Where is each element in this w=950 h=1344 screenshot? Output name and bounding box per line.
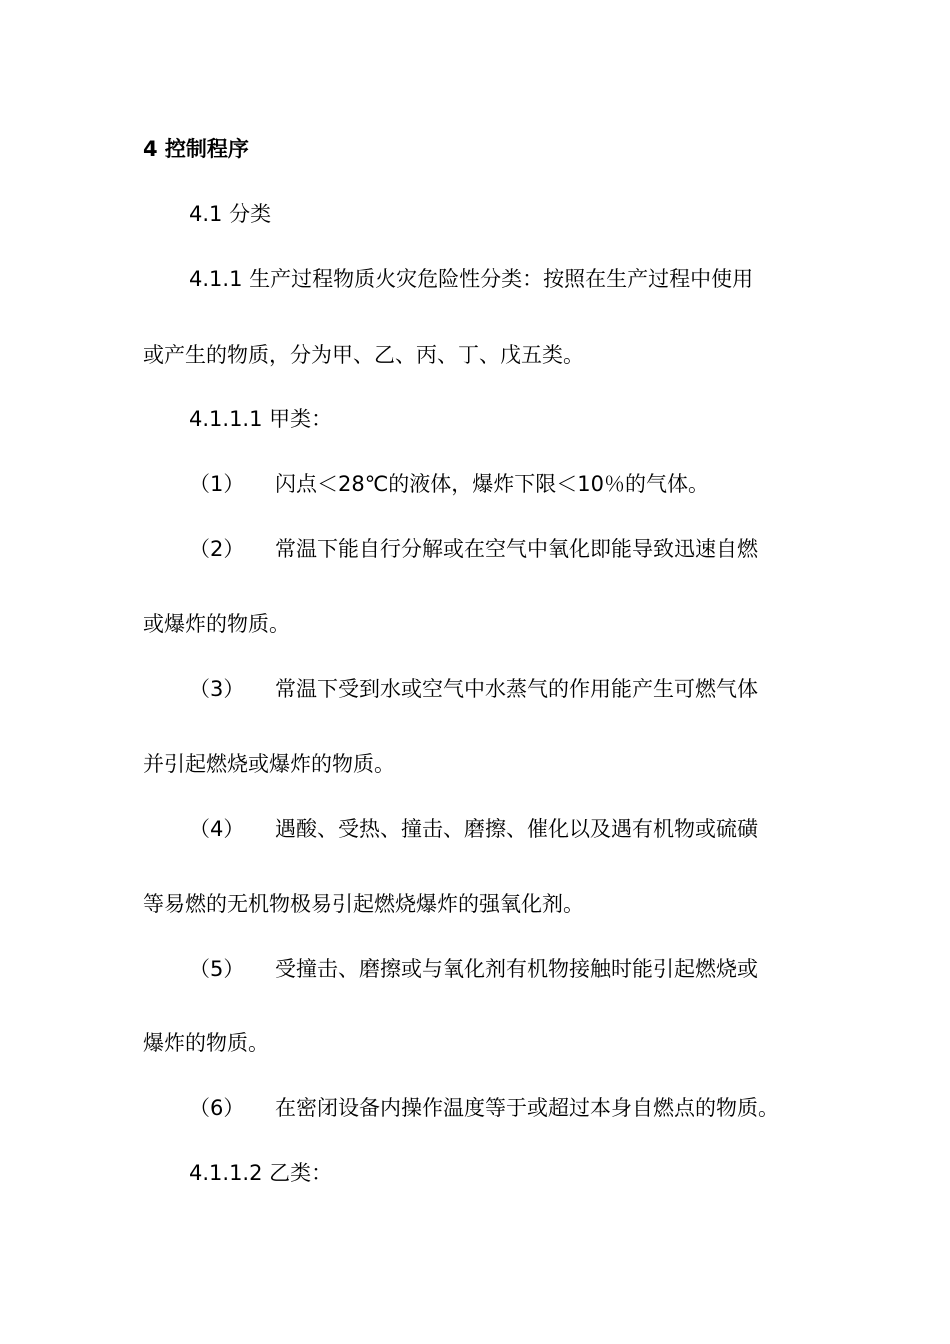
list-item-text: 常温下受到水或空气中水蒸气的作用能产生可燃气体 [275, 677, 758, 701]
list-item-number: （4） [189, 817, 245, 841]
paragraph-line: 4.1.1 生产过程物质火灾危险性分类：按照在生产过程中使用 [189, 267, 754, 291]
list-item-text: 遇酸、受热、撞击、磨擦、催化以及遇有机物或硫磺 [275, 817, 758, 841]
list-item-continuation: 并引起燃烧或爆炸的物质。 [143, 752, 395, 776]
list-item-text: 常温下能自行分解或在空气中氧化即能导致迅速自燃 [275, 537, 758, 561]
list-item-number: （6） [189, 1096, 245, 1120]
list-item [189, 814, 758, 844]
list-item-continuation: 或爆炸的物质。 [143, 612, 290, 636]
list-item [189, 954, 758, 984]
list-item [189, 1093, 779, 1123]
list-item-number: （1） [189, 472, 245, 496]
subsection-heading: 4.1.1.1 甲类： [189, 407, 333, 431]
list-item-text: 在密闭设备内操作温度等于或超过本身自燃点的物质。 [275, 1096, 779, 1120]
list-item [189, 469, 709, 499]
list-item [189, 534, 758, 564]
list-item-continuation: 等易燃的无机物极易引起燃烧爆炸的强氧化剂。 [143, 892, 584, 916]
list-item [189, 674, 758, 704]
list-item-text: 闪点＜28℃的液体，爆炸下限＜10％的气体。 [275, 472, 710, 496]
paragraph-line: 或产生的物质，分为甲、乙、丙、丁、戊五类。 [143, 343, 584, 367]
list-item-number: （3） [189, 677, 245, 701]
list-item-number: （5） [189, 957, 245, 981]
chapter-heading: 4 控制程序 [143, 137, 249, 161]
subsection-heading: 4.1.1.2 乙类： [189, 1161, 333, 1185]
list-item-text: 受撞击、磨擦或与氧化剂有机物接触时能引起燃烧或 [275, 957, 758, 981]
list-item-continuation: 爆炸的物质。 [143, 1031, 269, 1055]
list-item-number: （2） [189, 537, 245, 561]
section-heading: 4.1 分类 [189, 202, 272, 226]
